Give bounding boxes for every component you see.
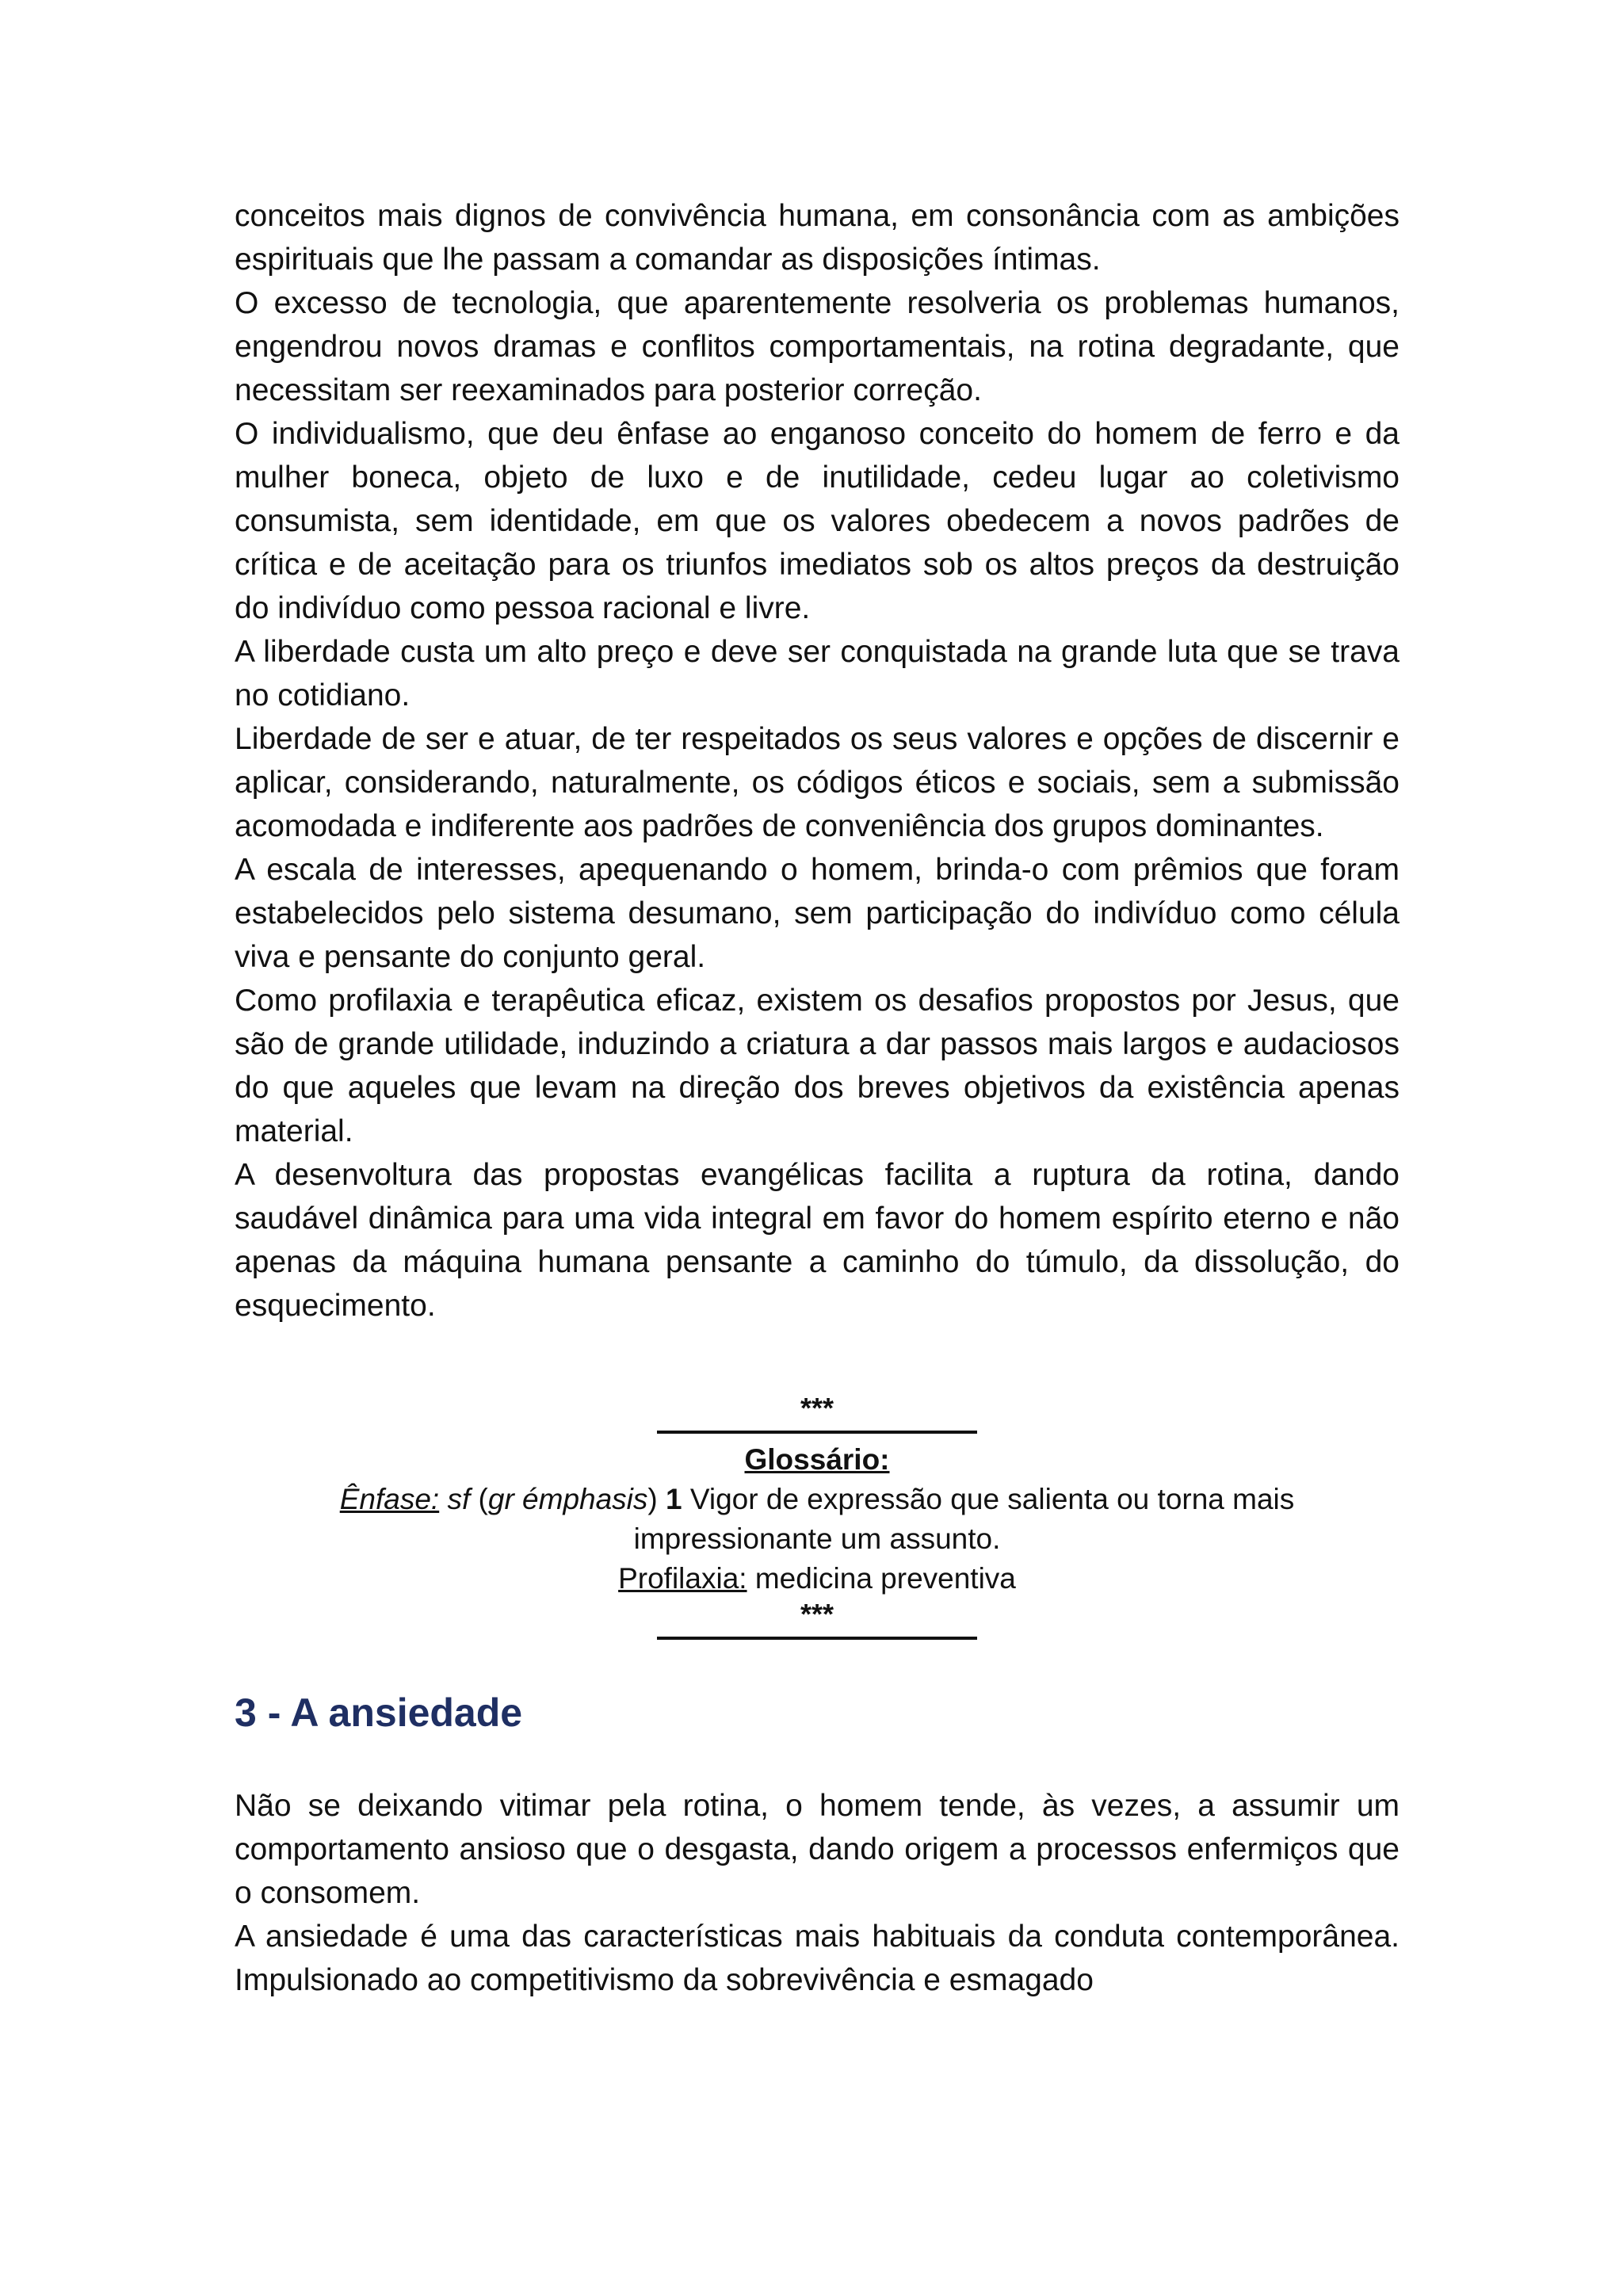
paragraph: A liberdade custa um alto preço e deve ser conquistada na grande luta que se trava no cotidiano. xyxy=(235,635,1400,712)
glossary-entry-enfase xyxy=(235,1480,1400,1559)
paragraph: Liberdade de ser e atuar, de ter respeitados os seus valores e opções de discernir e aplicar, considerando, naturalmente, os códigos éticos e sociais, sem a submissão acomodada e indiferente aos padrões de conveniência dos grupos dominantes. xyxy=(235,722,1400,843)
glossary-etym-open: ( xyxy=(478,1483,488,1515)
separator-rule-top xyxy=(657,1431,977,1434)
glossary-definition-cont: impressionante um assunto. xyxy=(633,1522,1001,1555)
chapter-heading: 3 - A ansiedade xyxy=(235,1690,523,1735)
paragraph: A ansiedade é uma das características mais habituais da conduta contemporânea. Impulsionado ao competitivismo da sobrevivência e esmagado xyxy=(235,1920,1400,1997)
body-section-2 xyxy=(235,1784,1400,2002)
paragraph: O excesso de tecnologia, que aparentemente resolveria os problemas humanos, engendrou novos dramas e conflitos comportamentais, na rotina degradante, que necessitam ser reexaminados para posterior correção. xyxy=(235,286,1400,407)
body-section-1 xyxy=(235,194,1400,1328)
glossary-sense-number: 1 xyxy=(666,1483,682,1515)
glossary-definition: medicina preventiva xyxy=(747,1562,1016,1595)
glossary-box xyxy=(235,1392,1400,1640)
glossary-definition: Vigor de expressão que salienta ou torna mais xyxy=(682,1483,1295,1515)
glossary-entry-profilaxia xyxy=(235,1559,1400,1599)
separator-rule-bottom xyxy=(657,1637,977,1640)
separator-stars-bottom: *** xyxy=(800,1598,834,1630)
paragraph: Não se deixando vitimar pela rotina, o homem tende, às vezes, a assumir um comportamento ansioso que o desgasta, dando origem a processos enfermiços que o consomem. xyxy=(235,1789,1400,1910)
glossary-etymology: gr émphasis xyxy=(487,1483,648,1515)
paragraph: Como profilaxia e terapêutica eficaz, existem os desafios propostos por Jesus, que são de grande utilidade, induzindo a criatura a dar passos mais largos e audaciosos do que aqueles que levam na direção dos breves objetivos da existência apenas material. xyxy=(235,984,1400,1148)
paragraph: A desenvoltura das propostas evangélicas facilita a ruptura da rotina, dando saudável dinâmica para uma vida integral em favor do homem espírito eterno e não apenas da máquina humana pensante a caminho do túmulo, da dissolução, do esquecimento. xyxy=(235,1158,1400,1323)
paragraph: A escala de interesses, apequenando o homem, brinda-o com prêmios que foram estabelecidos pelo sistema desumano, sem participação do indivíduo como célula viva e pensante do conjunto geral. xyxy=(235,853,1400,974)
separator-stars-top: *** xyxy=(800,1392,834,1424)
glossary-term: Ênfase: xyxy=(339,1483,440,1515)
document-page xyxy=(235,194,1400,2002)
glossary-pos: sf xyxy=(447,1483,471,1515)
paragraph: O individualismo, que deu ênfase ao enganoso conceito do homem de ferro e da mulher boneca, objeto de luxo e de inutilidade, cedeu lugar ao coletivismo consumista, sem identidade, em que os valores obedecem a novos padrões de crítica e de aceitação para os triunfos imediatos sob os altos preços da destruição do indivíduo como pessoa racional e livre. xyxy=(235,417,1400,625)
glossary-etym-close: ) xyxy=(647,1483,666,1515)
glossary-title: Glossário: xyxy=(744,1443,890,1476)
paragraph: conceitos mais dignos de convivência humana, em consonância com as ambições espirituais que lhe passam a comandar as disposições íntimas. xyxy=(235,199,1400,277)
glossary-term: Profilaxia: xyxy=(618,1562,747,1595)
